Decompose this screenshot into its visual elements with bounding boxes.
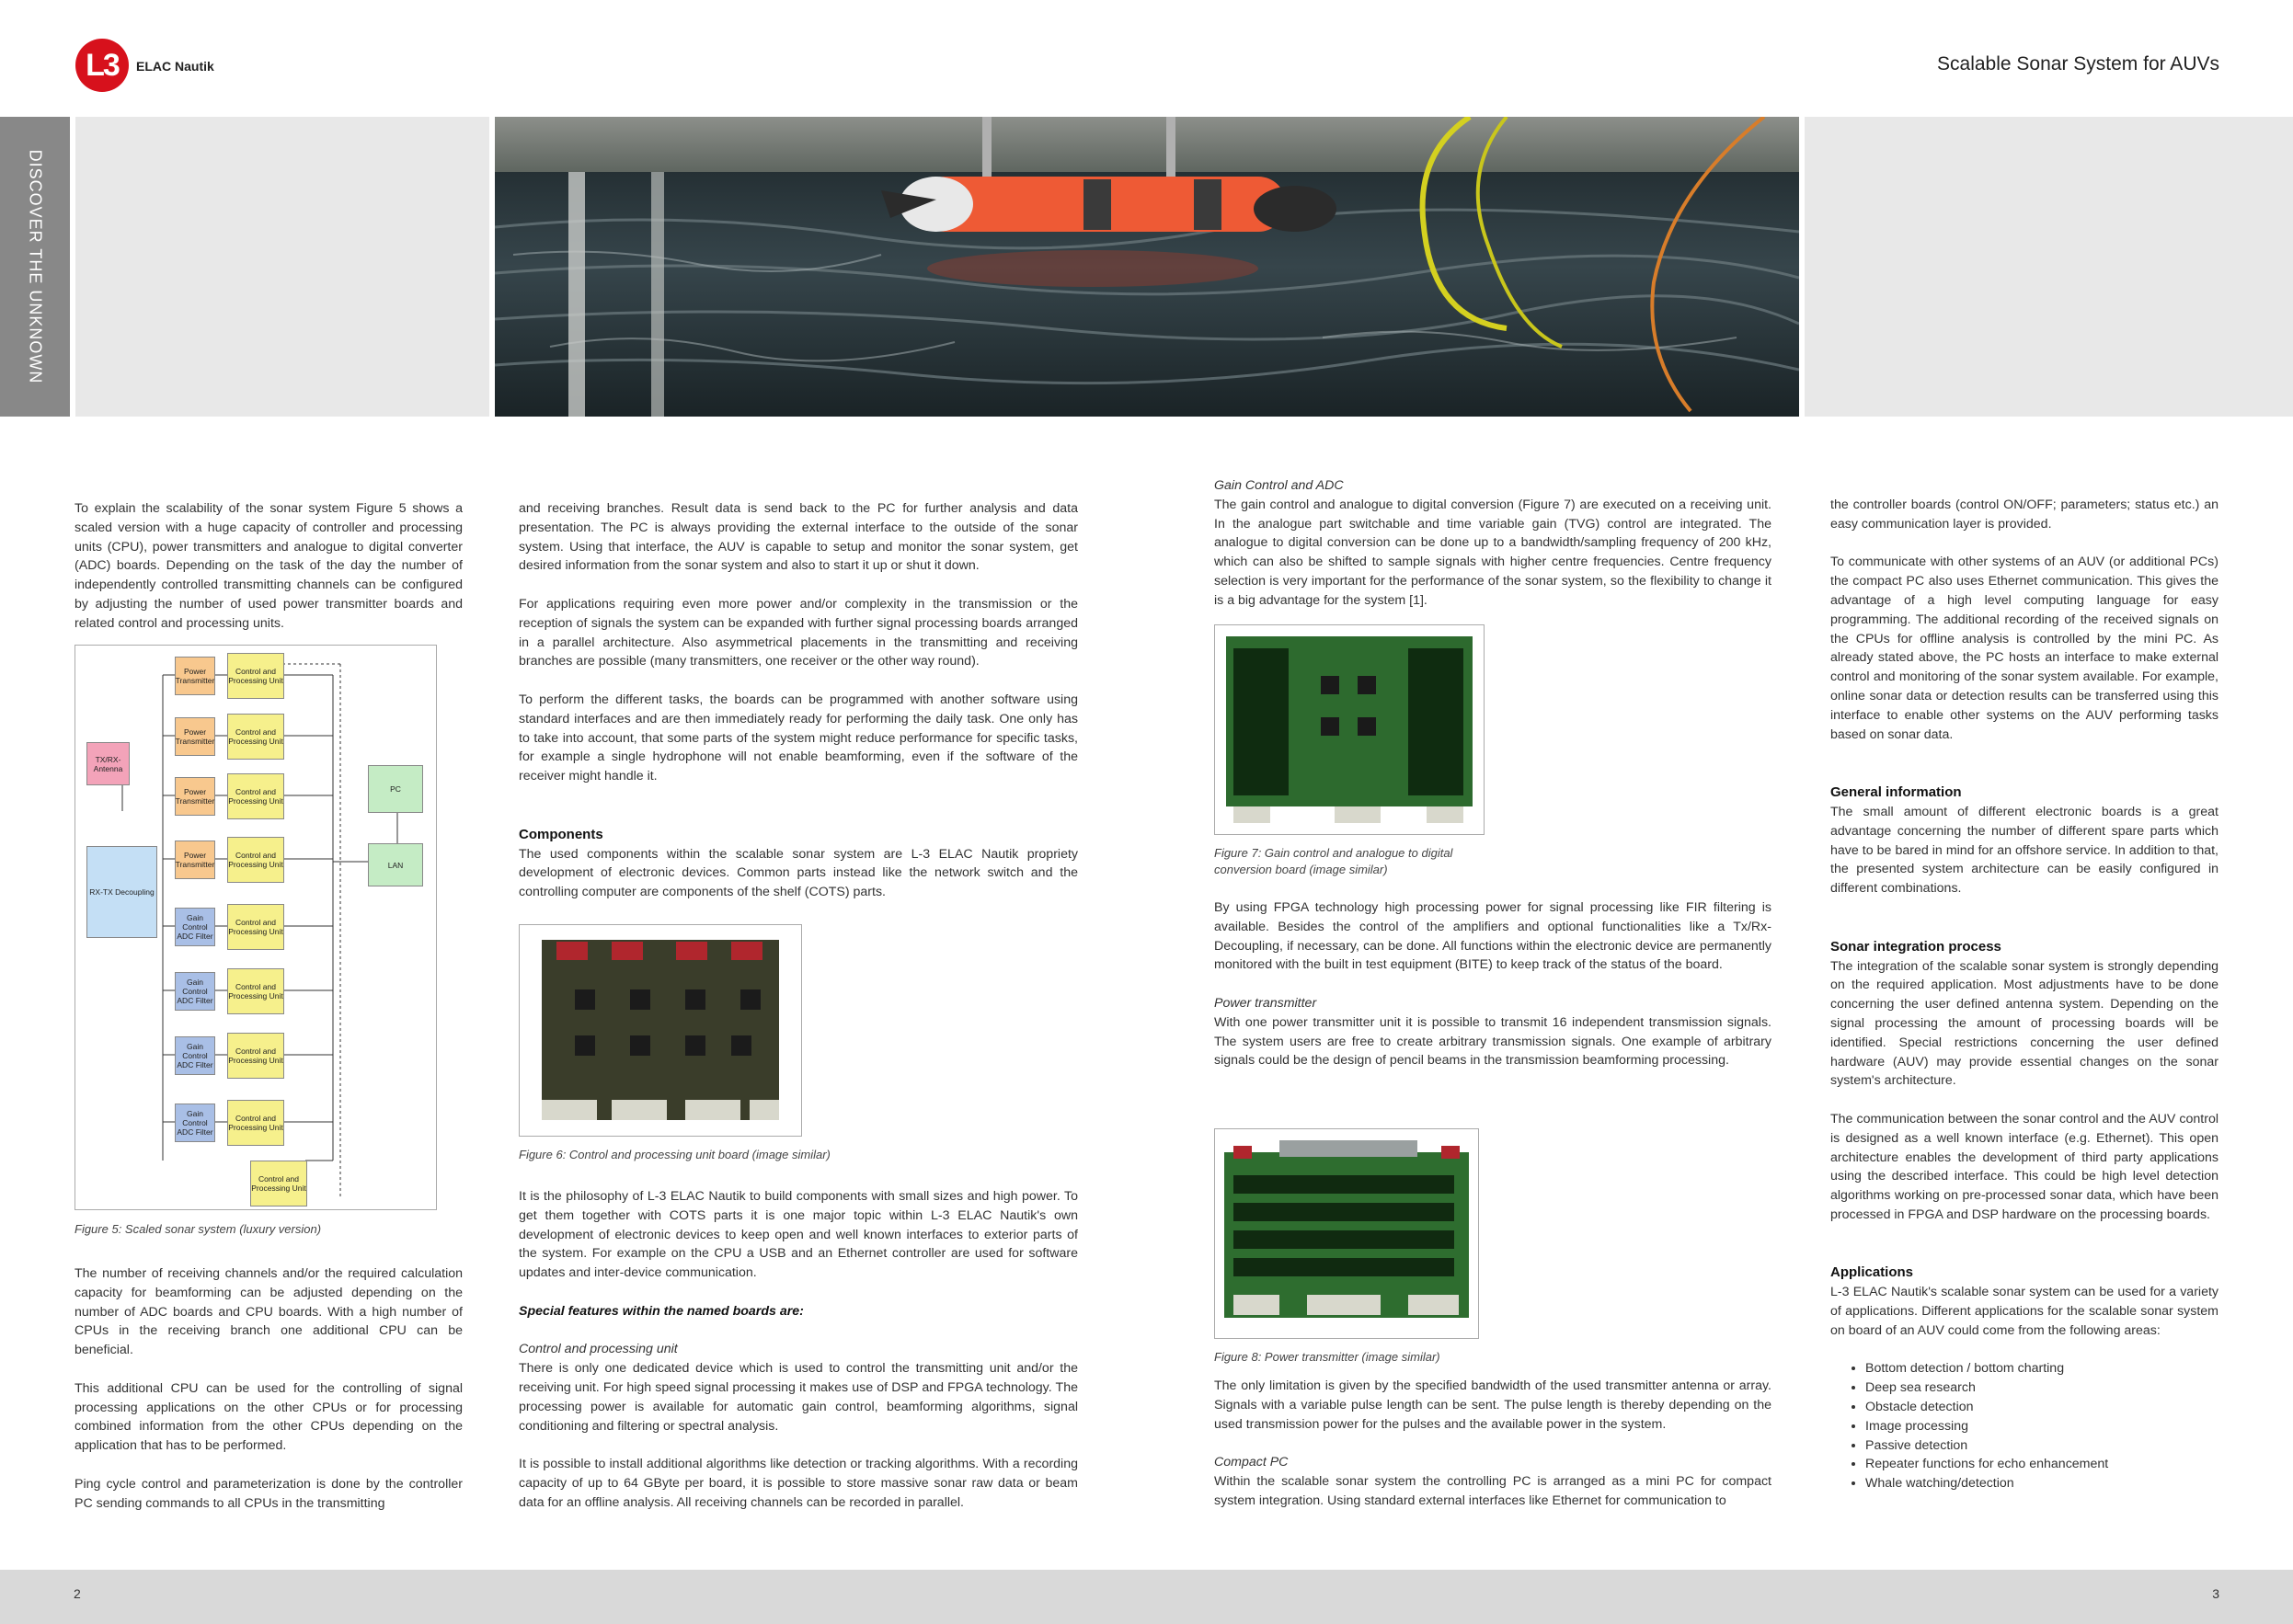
applications-heading: Applications bbox=[1830, 1264, 1914, 1281]
control-unit-2: Control and Processing Unit bbox=[227, 714, 284, 760]
side-tab-label: DISCOVER THE UNKNOWN bbox=[26, 149, 45, 384]
list-item: • Obstacle detection bbox=[1865, 1398, 2218, 1417]
column-2-lower bbox=[519, 1187, 1078, 1531]
figure-7-caption-line-2: conversion board (image similar) bbox=[1214, 863, 1388, 876]
control-unit-3: Control and Processing Unit bbox=[227, 773, 284, 819]
side-tab bbox=[0, 117, 70, 417]
gain-control-subheading: Gain Control and ADC bbox=[1214, 478, 1344, 493]
column-2 bbox=[519, 499, 1078, 921]
power-transmitter-2: Power Transmitter bbox=[175, 717, 215, 756]
gain-control-1: Gain Control ADC Filter bbox=[175, 908, 215, 946]
figure-8-caption: Figure 8: Power transmitter (image similar) bbox=[1214, 1350, 1440, 1364]
page-number-right: 3 bbox=[2212, 1586, 2219, 1601]
figure-8-image bbox=[1214, 1128, 1479, 1339]
figure-5-caption: Figure 5: Scaled sonar system (luxury version) bbox=[75, 1222, 322, 1236]
col3-paragraph-2: By using FPGA technology high processing power for signal processing like FIR filtering is available. Besides the control of the amplifiers and optional functionalities like a Tx/Rx-Decoupling, if necessary, can be done. All functions within the electronic device are permanently monitored with the built in test equipment (BITE) to keep track of the status of the board. bbox=[1214, 900, 1771, 973]
cpu-board-details bbox=[520, 925, 801, 1136]
column-3-middle bbox=[1214, 898, 1771, 1090]
gain-control-4: Gain Control ADC Filter bbox=[175, 1104, 215, 1142]
col2-paragraph-3: To perform the different tasks, the boards can be programmed with another software using standard interfaces and are then immediately ready for performing the daily task. One only has to take into account, that some parts of the system might reduce performance for specific tasks, for example a single hydrophone will not enable beamforming, even if the software of the receiver might handle it. bbox=[519, 692, 1078, 784]
rxtx-decoupling: RX-TX Decoupling bbox=[86, 846, 157, 938]
col1-paragraph-3: This additional CPU can be used for the controlling of signal processing applications on the other CPUs or for processing combined information from the other CPUs depending on the application that has to be performed. bbox=[75, 1380, 463, 1454]
control-unit-5: Control and Processing Unit bbox=[227, 904, 284, 950]
txrx-antenna: TX/RX-Antenna bbox=[86, 742, 130, 785]
general-information-heading: General information bbox=[1830, 784, 1962, 801]
special-features-heading: Special features within the named boards are: bbox=[519, 1303, 804, 1319]
power-transmitter-board-details bbox=[1215, 1129, 1478, 1338]
col2-paragraph-6: There is only one dedicated device which is used to control the transmitting unit and/or the receiving unit. For high speed signal processing it makes use of DSP and FPGA technology. The processing power is available for automatic gain control, beamforming algorithms, signal conditioning and filtering or spectral analysis. bbox=[519, 1361, 1078, 1434]
list-item: • Passive detection bbox=[1865, 1436, 2218, 1456]
document-title: Scalable Sonar System for AUVs bbox=[1937, 53, 2219, 74]
gain-control-3: Gain Control ADC Filter bbox=[175, 1036, 215, 1075]
column-4 bbox=[1830, 496, 2218, 1493]
col3-paragraph-3: With one power transmitter unit it is possible to transmit 16 independent transmission signals. The system users are free to create arbitrary transmission signals. One example of arbitrary signals could be the design of pencil beams in the transmission beamforming processing. bbox=[1214, 1014, 1771, 1069]
control-unit-7: Control and Processing Unit bbox=[227, 1033, 284, 1079]
control-unit-9: Control and Processing Unit bbox=[250, 1161, 307, 1207]
auv-photo bbox=[495, 117, 1799, 417]
column-3 bbox=[1214, 476, 1771, 629]
col3-paragraph-1: The gain control and analogue to digital conversion (Figure 7) are executed on a receiving unit. In the analogue part switchable and time variable gain (TVG) control are integrated. The analogue to digital conversion can be done up to a bandwidth/sampling frequency of 200 kHz, which can also be shifted to sample signals with higher centre frequencies. Centre frequency selection is very important for the performance of the sonar system, so the flexibility to change it is a big advantage for the system [1]. bbox=[1214, 497, 1771, 608]
col3-paragraph-4: The only limitation is given by the specified bandwidth of the used transmitter antenna or array. Signals with a variable pulse length can be sent. The pulse length is thereby depending on the used transmission power for the pulses and the available power in the system. bbox=[1214, 1378, 1771, 1432]
col2-paragraph-1: and receiving branches. Result data is send back to the PC for further analysis and data presentation. The PC is always providing the external interface to the outside of the sonar system. Using that interface, the AUV is capable to setup and monitor the sonar system, get desired information from the sonar system and also to start it up or shut it down. bbox=[519, 501, 1078, 574]
power-transmitter-1: Power Transmitter bbox=[175, 657, 215, 695]
power-transmitter-subheading: Power transmitter bbox=[1214, 995, 1317, 1011]
figure-5-diagram bbox=[75, 645, 437, 1210]
column-3-lower bbox=[1214, 1377, 1771, 1529]
figure-7-image bbox=[1214, 624, 1485, 835]
col3-paragraph-5: Within the scalable sonar system the controlling PC is arranged as a mini PC for compact system integration. Using standard external interfaces like Ethernet for communication to bbox=[1214, 1473, 1771, 1508]
auv-in-water-image bbox=[495, 117, 1799, 417]
control-unit-4: Control and Processing Unit bbox=[227, 837, 284, 883]
list-item: • Bottom detection / bottom charting bbox=[1865, 1359, 2218, 1378]
gain-control-2: Gain Control ADC Filter bbox=[175, 972, 215, 1011]
applications-list bbox=[1830, 1359, 2218, 1493]
components-heading: Components bbox=[519, 826, 603, 842]
lan-box: LAN bbox=[368, 843, 423, 886]
col2-paragraph-7: It is possible to install additional algorithms like detection or tracking algorithms. With a recording capacity of up to 64 GByte per board, it is possible to store massive sonar raw data or beam data for an offline analysis. All receiving channels can be recorded in parallel. bbox=[519, 1457, 1078, 1510]
figure-6-image bbox=[519, 924, 802, 1137]
col2-paragraph-5: It is the philosophy of L-3 ELAC Nautik to build components with small sizes and high power. To get them together with COTS parts it is one major topic within L-3 ELAC Nautik's own development of electronic devices to keep open and well known interfaces to exterior parts of the system. For example on the CPU a USB and an Ethernet controller are used for software updates and inter-device communication. bbox=[519, 1189, 1078, 1281]
control-unit-6: Control and Processing Unit bbox=[227, 968, 284, 1014]
control-unit-1: Control and Processing Unit bbox=[227, 653, 284, 699]
col1-paragraph-4: Ping cycle control and parameterization is done by the controller PC sending commands to all CPUs in the transmitting bbox=[75, 1476, 463, 1511]
power-transmitter-4: Power Transmitter bbox=[175, 841, 215, 879]
adc-board-details bbox=[1215, 625, 1484, 834]
page-number-left: 2 bbox=[74, 1586, 81, 1601]
band-left bbox=[75, 117, 489, 417]
cpu-subheading: Control and processing unit bbox=[519, 1342, 678, 1357]
column-1-lower bbox=[75, 1264, 463, 1532]
col4-paragraph-6: L-3 ELAC Nautik's scalable sonar system can be used for a variety of applications. Different applications for the scalable sonar system on board of an AUV could come from the following areas: bbox=[1830, 1285, 2218, 1338]
figure-7-caption-line-1: Figure 7: Gain control and analogue to digital bbox=[1214, 846, 1453, 860]
pc-box: PC bbox=[368, 765, 423, 813]
col1-paragraph-2: The number of receiving channels and/or the required calculation capacity for beamforming can be adjusted depending on the number of ADC boards and CPU boards. With a high number of CPUs in the receiving branch one additional CPU can be beneficial. bbox=[75, 1266, 463, 1358]
figure-6-caption: Figure 6: Control and processing unit board (image similar) bbox=[519, 1148, 831, 1161]
l3-logo: L3 bbox=[75, 39, 129, 92]
list-item: • Image processing bbox=[1865, 1417, 2218, 1436]
column-1 bbox=[75, 499, 463, 652]
list-item: • Deep sea research bbox=[1865, 1378, 2218, 1398]
compact-pc-subheading: Compact PC bbox=[1214, 1455, 1289, 1470]
col4-paragraph-5: The communication between the sonar control and the AUV control is designed as a well known interface (e.g. Ethernet). This open architecture enables the development of third party applications using the described interface. This could be high level detection algorithms working on pre-processed sonar data, which have been processed in FPGA and DSP hardware on the processing boards. bbox=[1830, 1111, 2218, 1222]
power-transmitter-3: Power Transmitter bbox=[175, 777, 215, 816]
control-unit-8: Control and Processing Unit bbox=[227, 1100, 284, 1146]
col4-paragraph-4: The integration of the scalable sonar system is strongly depending on the required application. Most adjustments have to be done concerning the user defined antenna system. Depending on the signal processing the amount of processing boards will be identified. Special restrictions concerning the user defined hardware (AUV) may provide essential changes on the sonar system's architecture. bbox=[1830, 958, 2218, 1089]
col2-paragraph-4: The used components within the scalable sonar system are L-3 ELAC Nautik propriety development of electronic devices. Common parts instead like the network switch and the controlling computer are components of the shelf (COTS) parts. bbox=[519, 846, 1078, 900]
footer-bar bbox=[0, 1570, 2293, 1624]
col4-paragraph-3: The small amount of different electronic boards is a great advantage concerning the number of different spare parts which have to be bared in mind for an offshore service. In addition to that, the presented system architecture can be easily configured in different combinations. bbox=[1830, 804, 2218, 897]
list-item: • Whale watching/detection bbox=[1865, 1474, 2218, 1493]
col4-paragraph-1: the controller boards (control ON/OFF; parameters; status etc.) an easy communication layer is provided. bbox=[1830, 497, 2218, 532]
sonar-integration-heading: Sonar integration process bbox=[1830, 938, 2001, 955]
brand-name: ELAC Nautik bbox=[136, 59, 214, 74]
list-item: • Repeater functions for echo enhancement bbox=[1865, 1455, 2218, 1474]
band-right bbox=[1805, 117, 2293, 417]
col4-paragraph-2: To communicate with other systems of an AUV (or additional PCs) the compact PC also uses Ethernet communication. This gives the advantage of a high level computing language for easy programming. The additional recording of the received signals on the CPUs for offline analysis is controlled by the mini PC. As already stated above, the PC hosts an interface to make external control and monitoring of the sonar system available. For example, online sonar data or detection results can be transferred using this interface to enable other systems on the AUV performing tasks based on sonar data. bbox=[1830, 555, 2218, 742]
figure-7-caption bbox=[1214, 845, 1582, 878]
col2-paragraph-2: For applications requiring even more power and/or complexity in the transmission or the reception of signals the system can be expanded with further signal processing boards arranged in a parallel architecture. Also asymmetrical placements in the transmitting and receiving branches are possible (many transmitters, one receiver or the other way round). bbox=[519, 596, 1078, 669]
col1-paragraph-1: To explain the scalability of the sonar system Figure 5 shows a scaled version with a huge capacity of controller and processing units (CPU), power transmitters and analogue to digital converter (ADC) boards. Depending on the task of the day the number of independently controlled transmitting channels can be configured by adjusting the number of used power transmitter boards and related control and processing units. bbox=[75, 501, 463, 631]
